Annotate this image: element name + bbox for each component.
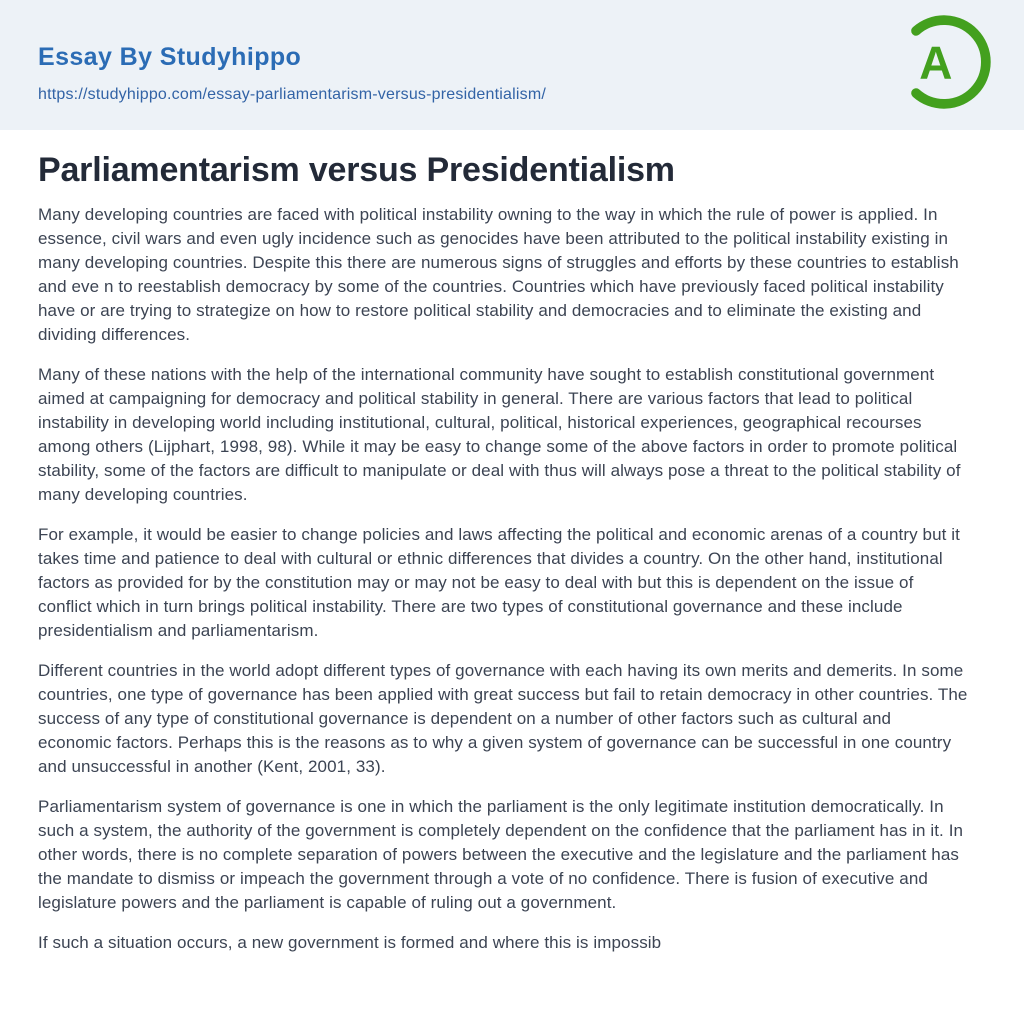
essay-paragraph-4: Different countries in the world adopt different types of governance with each having its own merits and demerits. In some countries, one type of governance has been applied with great success but fail to retain democracy in other countries. The success of any type of constitutional governance is dependent on a number of other factors such as cultural and economic factors. Perhaps this is the reasons as to why a given system of governance can be successful in one country and unsuccessful in another (Kent, 2001, 33). [38, 661, 968, 776]
essay-paragraph-1: Many developing countries are faced with political instability owning to the way in which the rule of power is applied. In essence, civil wars and even ugly incidence such as genocides have been attributed to the political instability existing in many developing countries. Despite this there are numerous signs of struggles and efforts by these countries to establish and eve n to reestablish democracy by some of the countries. Countries which have previously faced political instability have or are trying to strategize on how to restore political stability and democracies and to eliminate the existing and dividing differences. [38, 205, 959, 344]
essay-content [0, 148, 1024, 995]
logo-letter: A [919, 36, 953, 89]
essay-paragraph-6: If such a situation occurs, a new government is formed and where this is impossib [38, 933, 662, 952]
logo-arc-icon [895, 13, 993, 111]
essay-paragraph-2: Many of these nations with the help of the international community have sought to establish constitutional government aimed at campaigning for democracy and political stability in general. There are various factors that lead to political instability in developing world including institutional, cultural, political, historical experiences, geographical recourses among others (Lijphart, 1998, 98). While it may be easy to change some of the above factors in order to promote political stability, some of the factors are difficult to manipulate or deal with thus will always pose a threat to the political stability of many developing countries. [38, 365, 961, 504]
essay-url-link[interactable]: https://studyhippo.com/essay-parliamentarism-versus-presidentialism/ [38, 86, 547, 103]
header-text-block [38, 42, 884, 104]
studyhippo-logo[interactable] [895, 13, 993, 111]
essay-paragraph-3: For example, it would be easier to change policies and laws affecting the political and economic arenas of a country but it takes time and patience to deal with cultural or ethnic differences that divides a country. On the other hand, institutional factors as provided for by the constitution may or may not be easy to deal with but this is dependent on the issue of conflict which in turn brings political instability. There are two types of constitutional governance and these include presidentialism and parliamentarism. [38, 525, 961, 640]
site-title: Essay By Studyhippo [38, 43, 302, 71]
page-header [0, 0, 1024, 130]
essay-title: Parliamentarism versus Presidentialism [38, 151, 675, 189]
essay-paragraph-5: Parliamentarism system of governance is one in which the parliament is the only legitimate institution democratically. In such a system, the authority of the government is completely dependent on the confidence that the parliament has in it. In other words, there is no complete separation of powers between the executive and the legislature and the parliament has the mandate to dismiss or impeach the government through a vote of no confidence. There is fusion of executive and legislature powers and the parliament is capable of ruling out a government. [38, 797, 964, 912]
